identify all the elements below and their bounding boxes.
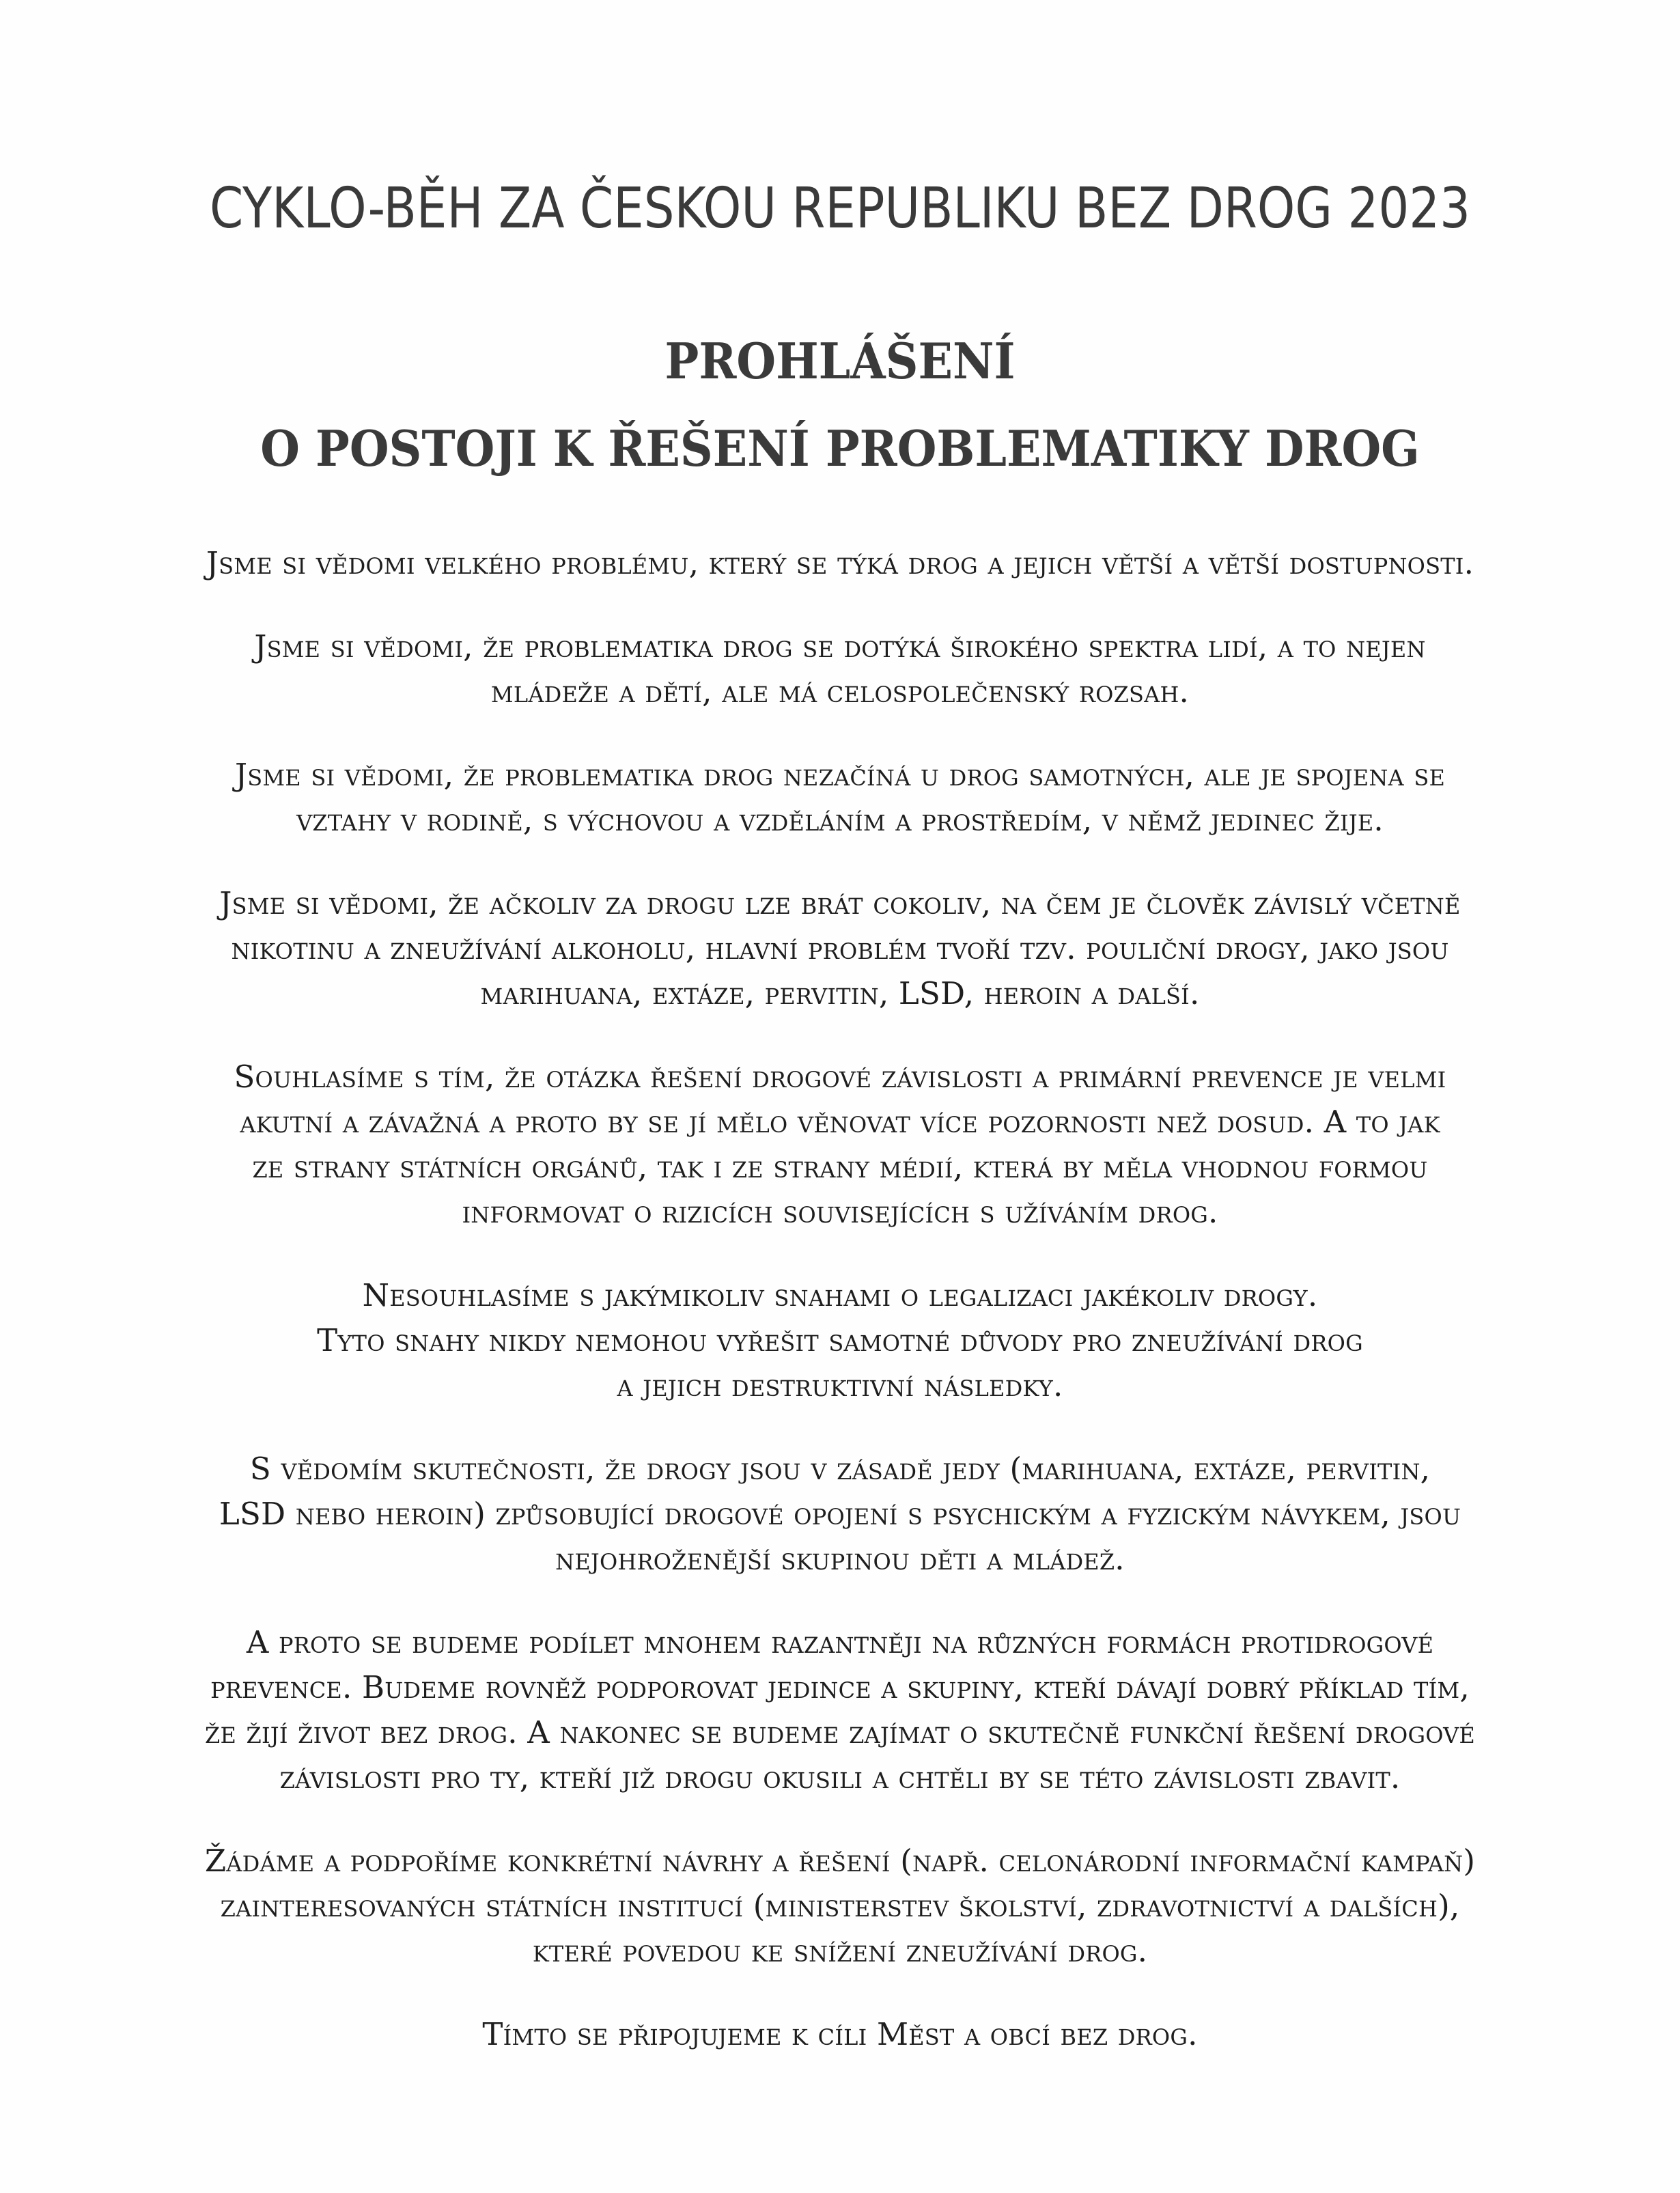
paragraph-line: Jsme si vědomi, že ačkoliv za drogu lze brát cokoliv, na čem je člověk závislý včetně [219, 885, 1461, 921]
paragraph-line: akutní a závažná a proto by se jí mělo věnovat více pozornosti než dosud. A to jak [240, 1104, 1440, 1140]
paragraph [61, 541, 1619, 586]
paragraph-line: LSD nebo heroin) způsobující drogové opojení s psychickým a fyzickým návykem, jsou [219, 1496, 1461, 1532]
paragraph-line: nikotinu a zneužívání alkoholu, hlavní problém tvoří tzv. pouliční drogy, jako jsou [231, 930, 1449, 966]
paragraph-line: Souhlasíme s tím, že otázka řešení drogové závislosti a primární prevence je velmi [234, 1059, 1446, 1095]
paragraph-line: závislosti pro ty, kteří již drogu okusili a chtěli by se této závislosti zbavit. [279, 1759, 1401, 1796]
paragraph-line: Žádáme a podpoříme konkrétní návrhy a řešení (např. celonárodní informační kampaň) [204, 1843, 1476, 1879]
paragraph-line: ze strany státních orgánů, tak i ze strany médií, která by měla vhodnou formou [252, 1149, 1428, 1185]
paragraph [61, 624, 1619, 714]
paragraph-line: že žijí život bez drog. A nakonec se budeme zajímat o skutečně funkční řešení drogové [205, 1714, 1475, 1750]
paragraph-line: prevence. Budeme rovněž podporovat jedince a skupiny, kteří dávají dobrý příklad tím, [210, 1669, 1470, 1705]
paragraph-line: informovat o rizicích souvisejících s užíváním drog. [462, 1194, 1218, 1230]
paragraph-line: které povedou ke snížení zneužívání drog. [532, 1933, 1148, 1969]
paragraph-line: Jsme si vědomi velkého problému, který se týká drog a jejich větší a větší dostupnosti. [206, 545, 1474, 581]
paragraph-line: Tímto se připojujeme k cíli Měst a obcí bez drog. [482, 2016, 1198, 2052]
paragraph-line: vztahy v rodině, s výchovou a vzděláním a prostředím, v němž jedinec žije. [296, 802, 1384, 838]
paragraph [61, 753, 1619, 843]
paragraph-line: nejohroženější skupinou děti a mládež. [555, 1541, 1125, 1577]
document-title: CYKLO-BĚH ZA ČESKOU REPUBLIKU BEZ DROG 2023 [210, 176, 1470, 241]
paragraph [61, 1447, 1619, 1582]
paragraph-line: Jsme si vědomi, že problematika drog nezačíná u drog samotných, ale je spojena se [234, 757, 1446, 793]
declaration-body [61, 541, 1619, 2095]
paragraph-line: marihuana, extáze, pervitin, LSD, heroin a další. [480, 975, 1200, 1011]
paragraph-line: mládeže a dětí, ale má celospolečenský rozsah. [490, 673, 1190, 710]
paragraph-line: A proto se budeme podílet mnohem razantněji na různých formách protidrogové [246, 1624, 1434, 1660]
paragraph-line: S vědomím skutečnosti, že drogy jsou v zásadě jedy (marihuana, extáze, pervitin, [249, 1451, 1431, 1487]
paragraph-line: Jsme si vědomi, že problematika drog se dotýká širokého spektra lidí, a to nejen [254, 628, 1426, 665]
paragraph-line: Nesouhlasíme s jakýmikoliv snahami o legalizaci jakékoliv drogy. [362, 1277, 1318, 1313]
paragraph [61, 2012, 1619, 2057]
declaration-subheading: O POSTOJI K ŘEŠENÍ PROBLEMATIKY DROG [260, 419, 1420, 477]
paragraph [61, 1054, 1619, 1235]
paragraph [61, 1620, 1619, 1800]
paragraph [61, 1839, 1619, 1974]
paragraph-line: zainteresovaných státních institucí (ministerstev školství, zdravotnictví a dalších), [220, 1888, 1460, 1924]
paragraph-line: Tyto snahy nikdy nemohou vyřešit samotné důvody pro zneužívání drog [317, 1322, 1363, 1358]
paragraph-line: a jejich destruktivní následky. [617, 1367, 1063, 1403]
paragraph [61, 1273, 1619, 1408]
paragraph [61, 881, 1619, 1016]
declaration-heading: PROHLÁŠENÍ [664, 332, 1016, 390]
